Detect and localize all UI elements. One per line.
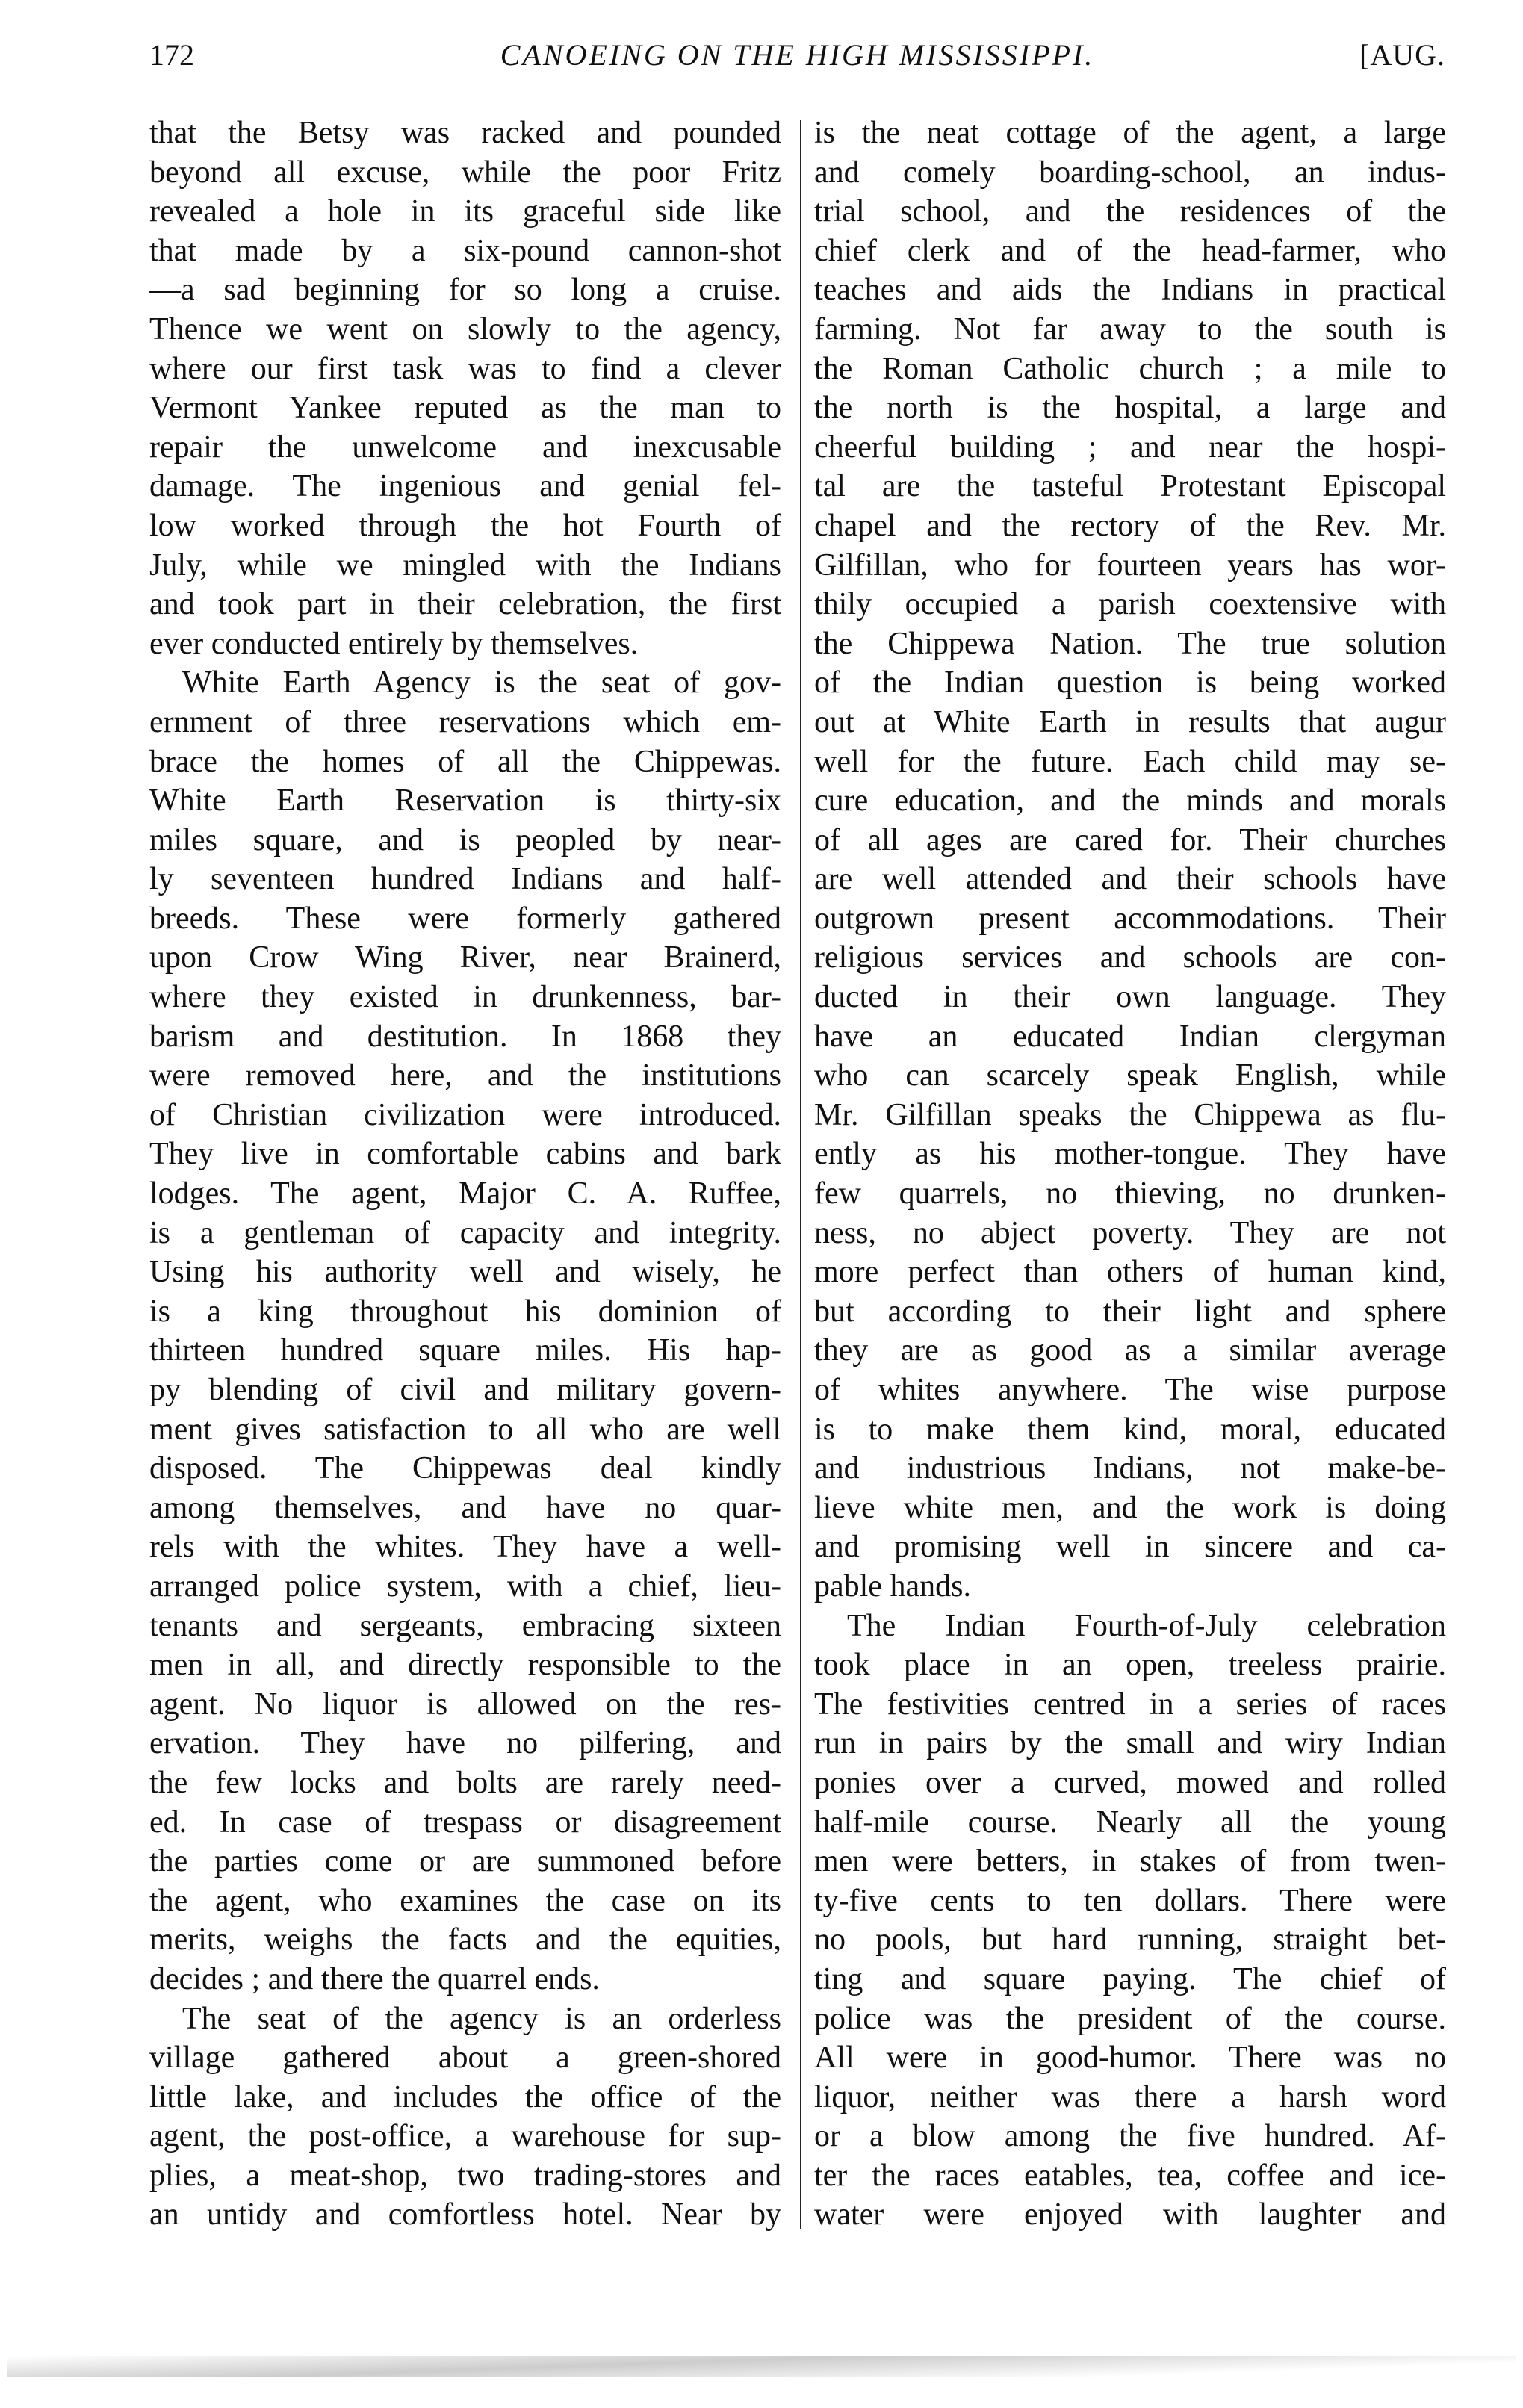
text-line: that the Betsy was racked and pounded [149, 116, 781, 150]
text-line: outgrown present accommodations. Their [814, 901, 1446, 936]
text-line: of all ages are cared for. Their churches [814, 822, 1446, 857]
text-line: White Earth Agency is the seat of gov- [182, 665, 781, 701]
text-line: are well attended and their schools have [814, 862, 1446, 897]
text-line: the parties come or are summoned before [149, 1844, 781, 1879]
text-line: is a king throughout his dominion of [149, 1294, 781, 1329]
text-line: where our first task was to find a clever [149, 351, 781, 386]
text-line: decides ; and there the quarrel ends. [149, 1961, 600, 1996]
text-line: they are as good as a similar average [814, 1333, 1446, 1368]
text-line: no pools, but hard running, straight bet- [814, 1923, 1446, 1958]
text-line: ponies over a curved, mowed and rolled [814, 1765, 1446, 1800]
text-line: ty-five cents to ten dollars. There were [814, 1883, 1446, 1918]
text-line: out at White Earth in results that augur [814, 704, 1446, 739]
text-line: The festivities centred in a series of races [814, 1686, 1446, 1722]
text-line: and comely boarding-school, an indus- [814, 155, 1446, 190]
text-line: is the neat cottage of the agent, a large [814, 116, 1446, 150]
text-line: well for the future. Each child may se- [814, 744, 1446, 779]
text-line: cure education, and the minds and morals [814, 783, 1446, 819]
scan-edge-smudge [7, 2356, 1516, 2377]
text-line: All were in good-humor. There was no [814, 2041, 1446, 2076]
text-line: the Roman Catholic church ; a mile to [814, 351, 1446, 386]
text-line: the few locks and bolts are rarely need- [149, 1765, 781, 1800]
text-line: tenants and sergeants, embracing sixteen [149, 1608, 781, 1643]
text-line: rels with the whites. They have a well- [149, 1530, 781, 1565]
text-line: little lake, and includes the office of the [149, 2079, 781, 2114]
text-line: is a gentleman of capacity and integrity. [149, 1215, 781, 1250]
text-line: liquor, neither was there a harsh word [814, 2079, 1446, 2114]
text-line: Using his authority well and wisely, he [149, 1255, 781, 1290]
text-line: lieve white men, and the work is doing [814, 1490, 1446, 1525]
text-line: where they existed in drunkenness, bar- [149, 980, 781, 1015]
text-line: among themselves, and have no quar- [149, 1490, 781, 1525]
text-line: took place in an open, treeless prairie. [814, 1648, 1446, 1683]
text-line: farming. Not far away to the south is [814, 311, 1446, 347]
text-line: ment gives satisfaction to all who are well [149, 1412, 781, 1447]
text-line: breeds. These were formerly gathered [149, 901, 781, 936]
text-line: of whites anywhere. The wise purpose [814, 1373, 1446, 1407]
text-line: is to make them kind, moral, educated [814, 1412, 1446, 1447]
text-line: revealed a hole in its graceful side like [149, 194, 781, 229]
text-line: ently as his mother-tongue. They have [814, 1137, 1446, 1172]
text-line: trial school, and the residences of the [814, 194, 1446, 229]
text-line: and industrious Indians, not make-be- [814, 1451, 1446, 1486]
page-header [149, 37, 1445, 82]
text-line: police was the president of the course. [814, 2001, 1446, 2036]
text-line: plies, a meat-shop, two trading-stores and [149, 2158, 781, 2193]
left-column [149, 114, 781, 2235]
text-line: men in all, and directly responsible to the [149, 1648, 781, 1683]
text-line: Mr. Gilfillan speaks the Chippewa as flu- [814, 1097, 1446, 1132]
text-line: an untidy and comfortless hotel. Near by [149, 2197, 781, 2232]
text-line: ness, no abject poverty. They are not [814, 1215, 1446, 1250]
text-line: water were enjoyed with laughter and [814, 2197, 1446, 2232]
text-line: upon Crow Wing River, near Brainerd, [149, 940, 781, 975]
text-line: —a sad beginning for so long a cruise. [149, 273, 781, 308]
text-line: and promising well in sincere and ca- [814, 1530, 1446, 1565]
text-line: religious services and schools are con- [814, 940, 1446, 975]
text-line: The seat of the agency is an orderless [182, 2001, 781, 2036]
right-column [814, 114, 1446, 2235]
text-line: of the Indian question is being worked [814, 665, 1446, 701]
text-line: run in pairs by the small and wiry Indian [814, 1726, 1446, 1761]
text-line: but according to their light and sphere [814, 1294, 1446, 1329]
text-line: the Chippewa Nation. The true solution [814, 626, 1446, 661]
text-line: chapel and the rectory of the Rev. Mr. [814, 508, 1446, 543]
text-line: few quarrels, no thieving, no drunken- [814, 1176, 1446, 1211]
text-line: and took part in their celebration, the first [149, 587, 781, 622]
text-line: ever conducted entirely by themselves. [149, 626, 639, 661]
text-line: agent. No liquor is allowed on the res- [149, 1686, 781, 1722]
column-divider [800, 120, 801, 2229]
text-line: Thence we went on slowly to the agency, [149, 311, 781, 347]
text-line: merits, weighs the facts and the equities, [149, 1923, 781, 1958]
text-line: Vermont Yankee reputed as the man to [149, 391, 781, 426]
text-line: damage. The ingenious and genial fel- [149, 469, 781, 504]
text-line: ed. In case of trespass or disagreement [149, 1805, 781, 1840]
text-line: who can scarcely speak English, while [814, 1058, 1446, 1093]
text-line: thily occupied a parish coextensive with [814, 587, 1446, 622]
text-line: ervation. They have no pilfering, and [149, 1726, 781, 1761]
page-number: 172 [149, 38, 194, 72]
text-line: ducted in their own language. They [814, 980, 1446, 1015]
issue-month: [AUG. [1359, 38, 1445, 72]
text-line: teaches and aids the Indians in practical [814, 273, 1446, 308]
text-line: village gathered about a green-shored [149, 2041, 781, 2076]
text-line: that made by a six-pound cannon-shot [149, 233, 781, 268]
text-line: low worked through the hot Fourth of [149, 508, 781, 543]
text-line: half-mile course. Nearly all the young [814, 1805, 1446, 1840]
text-line: The Indian Fourth-of-July celebration [847, 1608, 1446, 1643]
text-line: July, while we mingled with the Indians [149, 547, 781, 583]
text-line: brace the homes of all the Chippewas. [149, 744, 781, 779]
text-line: They live in comfortable cabins and bark [149, 1137, 781, 1172]
text-line: thirteen hundred square miles. His hap- [149, 1333, 781, 1368]
text-line: pable hands. [814, 1568, 971, 1604]
text-line: have an educated Indian clergyman [814, 1019, 1446, 1054]
text-line: ly seventeen hundred Indians and half- [149, 862, 781, 897]
text-line: miles square, and is peopled by near- [149, 822, 781, 857]
text-line: more perfect than others of human kind, [814, 1255, 1446, 1290]
text-line: were removed here, and the institutions [149, 1058, 781, 1093]
text-line: or a blow among the five hundred. Af- [814, 2119, 1446, 2154]
text-line: chief clerk and of the head-farmer, who [814, 233, 1446, 268]
running-title: CANOEING ON THE HIGH MISSISSIPPI. [500, 38, 1095, 72]
text-line: lodges. The agent, Major C. A. Ruffee, [149, 1176, 781, 1211]
text-line: beyond all excuse, while the poor Fritz [149, 155, 781, 190]
text-line: arranged police system, with a chief, lieu- [149, 1568, 781, 1604]
text-line: Gilfillan, who for fourteen years has wor- [814, 547, 1446, 583]
text-line: men were betters, in stakes of from twen- [814, 1844, 1446, 1879]
text-line: ting and square paying. The chief of [814, 1961, 1446, 1996]
text-line: py blending of civil and military govern- [149, 1373, 781, 1407]
text-line: cheerful building ; and near the hospi- [814, 429, 1446, 465]
text-line: of Christian civilization were introduced. [149, 1097, 781, 1132]
text-line: ernment of three reservations which em- [149, 704, 781, 739]
text-line: ter the races eatables, tea, coffee and ice- [814, 2158, 1446, 2193]
text-line: agent, the post-office, a warehouse for sup- [149, 2119, 781, 2154]
text-line: disposed. The Chippewas deal kindly [149, 1451, 781, 1486]
text-line: barism and destitution. In 1868 they [149, 1019, 781, 1054]
text-line: White Earth Reservation is thirty-six [149, 783, 781, 819]
text-line: tal are the tasteful Protestant Episcopal [814, 469, 1446, 504]
text-line: repair the unwelcome and inexcusable [149, 429, 781, 465]
text-line: the north is the hospital, a large and [814, 391, 1446, 426]
text-line: the agent, who examines the case on its [149, 1883, 781, 1918]
